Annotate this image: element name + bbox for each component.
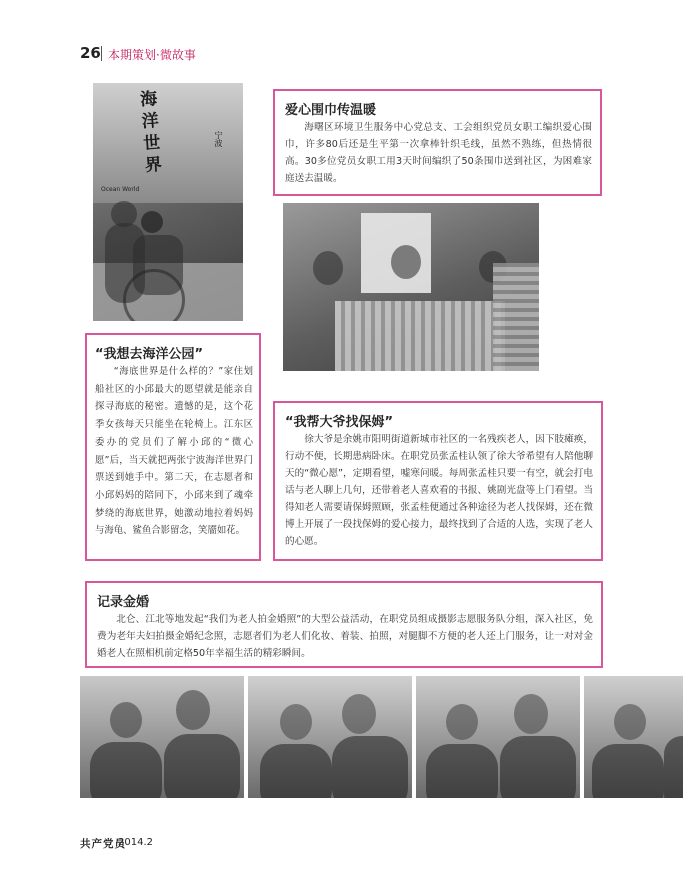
issue-number: 2014.2 xyxy=(118,837,153,848)
box-title: 爱心围巾传温暖 xyxy=(285,103,377,118)
box-body: 北仑、江北等地发起“我们为老人拍金婚照”的大型公益活动，在职党员组成摄影志愿服务队分组，深入社区，免费为老年夫妇拍摄金婚纪念照，志愿者们为老人们化妆、着装、拍照，对腿脚不方便的老人还上门服务，让一对对金婚老人在照相机前定格50年幸福生活的精彩瞬间。 xyxy=(97,614,593,659)
box-body: “海底世界是什么样的？”家住划船社区的小邱最大的愿望就是能亲自探寻海底的秘密。遗憾的是，这个花季女孩每天只能坐在轮椅上。江东区委办的党员们了解小邱的“微心愿”后，当天就把两张宁波海洋世界门票送到她手中。第二天，在志愿者和小邱妈妈的陪同下，小邱来到了魂牵梦绕的海底世界，她激动地拉着妈妈与海龟、鲨鱼合影留念，笑靥如花。 xyxy=(95,366,253,537)
ocean-world-sign-sub: 宁波 xyxy=(214,131,223,147)
box-find-nanny xyxy=(273,401,603,561)
box-body: 海曙区环境卫生服务中心党总支、工会组织党员女职工编织爱心围巾，许多80后还是生平第一次拿棒针织毛线，虽然不熟练，但热情很高。30多位党员女职工用3天时间编织了50条围巾送到社区，为困难家庭送去温暖。 xyxy=(285,122,592,184)
page-number: 26 xyxy=(80,44,101,62)
photo-couple-4 xyxy=(584,676,683,798)
magazine-logo: 共产党员 xyxy=(80,838,126,850)
box-title: “我想去海洋公园” xyxy=(95,347,204,362)
box-title: “我帮大爷找保姆” xyxy=(285,415,394,430)
photo-couple-2 xyxy=(248,676,412,798)
photo-couple-1 xyxy=(80,676,244,798)
box-golden-wedding xyxy=(85,581,603,668)
box-body: 徐大爷是余姚市阳明街道新城市社区的一名残疾老人，因下肢瘫痪，行动不便，长期患病卧床。在职党员张孟桂认领了徐大爷希望有人陪他聊天的“微心愿”，定期看望，嘘寒问暖。每周张孟桂只要一有空，就会打电话与老人聊上几句，还带着老人喜欢看的书报、姚剧光盘等上门看望。当得知老人需要请保姆照顾，张孟桂便通过各种途径为老人找保姆，还在微博上开展了一段找保姆的爱心接力，最终找到了合适的人选，实现了老人的心愿。 xyxy=(285,434,593,547)
header-divider xyxy=(101,46,102,61)
photo-couple-3 xyxy=(416,676,580,798)
box-title: 记录金婚 xyxy=(97,595,150,610)
ocean-world-sign-en: Ocean World xyxy=(101,186,140,193)
section-title: 本期策划·微故事 xyxy=(108,48,196,62)
ocean-world-sign: 海洋世界 xyxy=(139,89,163,177)
photo-ocean-world xyxy=(93,83,243,321)
box-love-scarf xyxy=(273,89,602,196)
box-ocean-park xyxy=(85,333,261,561)
photo-knitting-scarves xyxy=(283,203,539,371)
